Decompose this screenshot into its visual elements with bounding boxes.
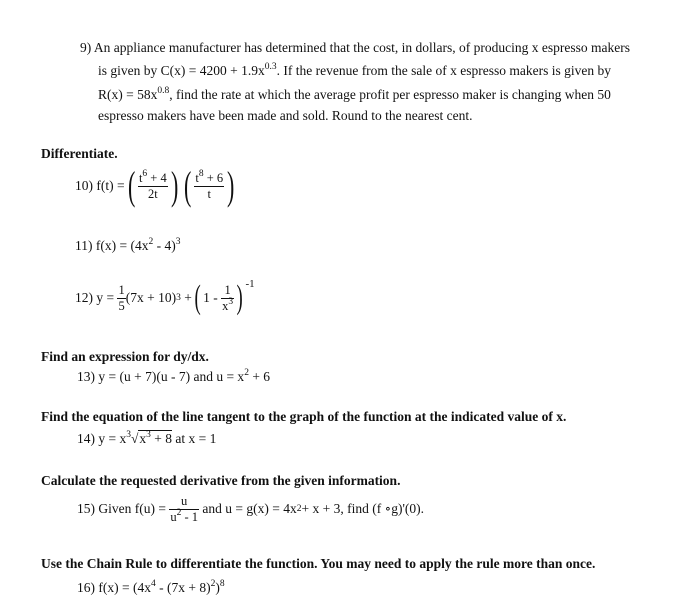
problem-12-inner-fraction: $\frac{1}{x^3}$ <box>222 282 234 313</box>
problem-10-label: 10) f(t) = <box>75 178 125 193</box>
problem-13: 13) y = (u + 7)(u - 7) and $u = x^2 + 6$ <box>77 368 271 384</box>
problem-16: 16) $f(x) = (4x^4 - (7x + 8)^2)^8$ <box>77 579 225 595</box>
problem-9-line-4: espresso makers have been made and sold. Round to the nearest cent. <box>98 108 473 123</box>
radical-sign: √ <box>130 431 139 446</box>
section-heading-requested-derivative: Calculate the requested derivative from the given information. <box>41 473 401 488</box>
problem-12: 12) y = $\frac{1}{5}$ (7x + 10) 3 + ( 1 - $\frac{1}{x^3}$ ) -1 <box>75 278 255 316</box>
section-heading-differentiate: Differentiate. <box>41 146 118 161</box>
problem-9-line-3: $R(x) = 58x^{0.8}$, find the rate at which the average profit per espresso maker is changing when 50 <box>98 86 611 102</box>
problem-9-number: 9) <box>80 40 92 55</box>
problem-15-fraction: $\frac{u}{u^2 - 1}$ <box>170 493 199 524</box>
problem-11: 11) $f(x) = (4x^2 - 4)^3$ <box>75 237 181 253</box>
section-heading-dydx: Find an expression for dy/dx. <box>41 349 209 364</box>
problem-14: 14) $y = x^3√x^3 + 8$ at x = 1 <box>77 430 217 446</box>
problem-9-line-2: is given by $C(x) = 4200 + 1.9x^{0.3}$. If the revenue from the sale of x espresso makers is given by <box>98 62 612 78</box>
section-heading-tangent: Find the equation of the line tangent to the graph of the function at the indicated value of x. <box>41 409 567 424</box>
problem-9-line-1 <box>80 40 630 56</box>
problem-12-fraction: $\frac{1}{5}$ <box>118 282 125 313</box>
problem-9-text-1: An appliance manufacturer has determined that the cost, in dollars, of producing x espresso makers <box>93 40 630 55</box>
problem-10: 10) f(t) = ( $\frac{t^6 + 4}{2t}$ ) ( $\frac{t^8 + 6}{t}$ ) <box>75 163 235 208</box>
section-heading-chain-rule: Use the Chain Rule to differentiate the function. You may need to apply the rule more than once. <box>41 556 596 571</box>
problem-10-fraction-1: $\frac{t^6 + 4}{2t}$ <box>138 168 167 201</box>
problem-10-fraction-2: $\frac{t^8 + 6}{t}$ <box>195 168 224 201</box>
problem-15: 15) Given f(u) = $\frac{u}{u^2 - 1}$ and u = g(x) = 4x 2 + x + 3, find (f ∘g)'(0). <box>77 493 424 524</box>
